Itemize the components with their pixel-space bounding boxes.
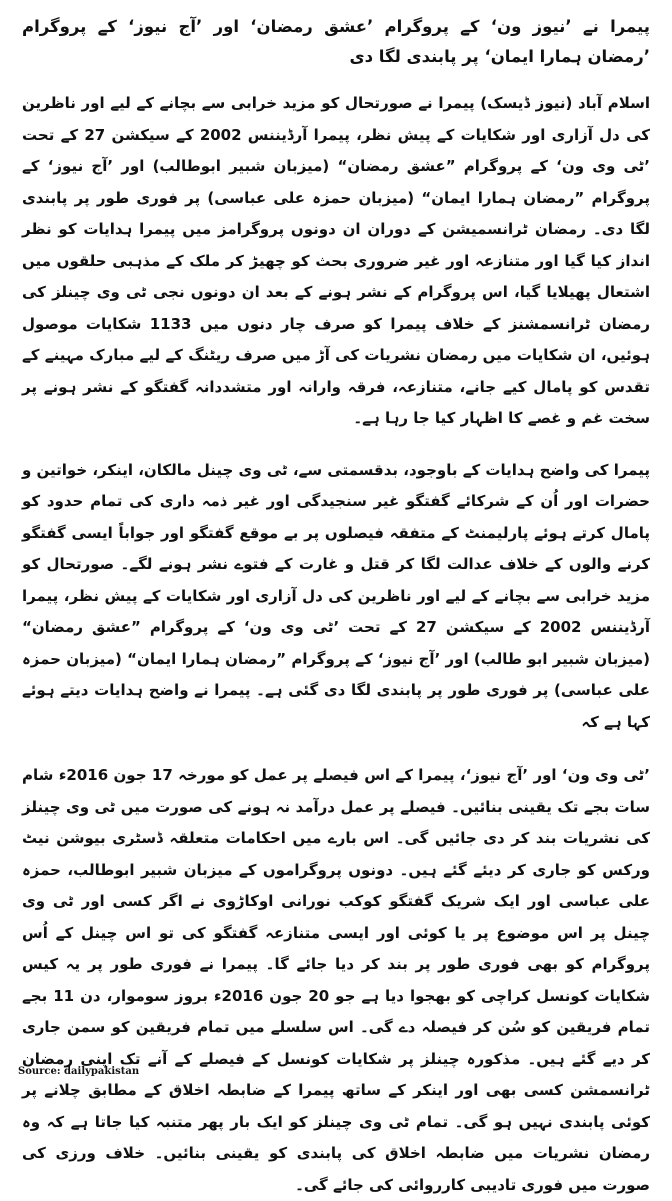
article-headline: پیمرا نے ’نیوز ون‘ کے پروگرام ’عشق رمضان‘ اور ’آج نیوز‘ کے پروگرام ’رمضان ہمارا ایمان‘ پر پابندی لگا دی (22, 17, 650, 66)
article-paragraph-2: پیمرا کی واضح ہدایات کے باوجود، بدقسمتی سے، ٹی وی چینل مالکان، اینکر، خواتین و حضرات اور اُن کے شرکائے گفتگو غیر سنجیدگی اور غیر ذمہ داری کی تمام حدود کو پامال کرتے ہوئے پارلیمنٹ کے متفقہ فیصلوں پر بے موقع گفتگو اور جواباً ایسی گفتگو کرنے والوں کے خلاف عدالت لگا کر قتل و غارت کے فتوے نشر ہونے لگے۔ صورتحال کو مزید خرابی سے بچانے کے لیے اور ناظرین کی دل آزاری اور شکایات کے پیش نظر، پیمرا آرڈیننس 2002 کے سیکشن 27 کے تحت ’ٹی وی ون‘ کے پروگرام ”عشق رمضان“ (میزبان شبیر ابو طالب) اور ’آج نیوز‘ کے پروگرام ”رمضان ہمارا ایمان“ (میزبان حمزہ علی عباسی) پر فوری طور پر پابندی لگا دی گئی ہے۔ پیمرا نے واضح ہدایات دیتے ہوئے کہا ہے کہ (21, 460, 650, 731)
source-credit: Source: dailypakistan (18, 1066, 140, 1077)
article-paragraph-3: ’ٹی وی ون‘ اور ’آج نیوز‘، پیمرا کے اس فیصلے پر عمل کو مورخہ 17 جون 2016ء شام سات بجے تک یقینی بنائیں۔ فیصلے پر عمل درآمد نہ ہونے کی صورت میں ٹی وی چینلز کی نشریات بند کر دی جائیں گی۔ اس بارے میں احکامات متعلقہ ڈسٹری بیوشن نیٹ ورکس کو جاری کر دیئے گئے ہیں۔ دونوں پروگراموں کے میزبان شبیر ابوطالب، حمزہ علی عباسی اور ایک شریک گفتگو کوکب نورانی اوکاڑوی نے اگر کسی اور ٹی وی چینل پر اس موضوع پر یا کوئی اور ایسی متنازعہ گفتگو کی تو اس چینل کے اُس پروگرام کو بھی فوری طور پر بند کر دیا جائے گا۔ پیمرا نے فوری طور پر یہ کیس شکایات کونسل کراچی کو بھجوا دیا ہے جو 20 جون 2016ء بروز سوموار، دن 11 بجے تمام فریقین کو سُن کر فیصلہ دے گی۔ اس سلسلے میں تمام فریقین کو سمن جاری کر دیے گئے ہیں۔ مذکورہ چینلز پر شکایات کونسل کے فیصلے کے آنے تک اپنی رمضان ٹرانسمشن کسی بھی اور اینکر کے ساتھ پیمرا کے ضابطہ اخلاق کے مطابق چلانے پر کوئی پابندی نہیں ہو گی۔ تمام ٹی وی چینلز کو ایک بار پھر متنبہ کیا جاتا ہے کہ وہ رمضان نشریات میں ضابطہ اخلاق کی پابندی کو یقینی بنائیں۔ خلاف ورزی کی صورت میں فوری تادیبی کارروائی کی جائے گی۔ (22, 766, 651, 1194)
article-paragraph-1: اسلام آباد (نیوز ڈیسک) پیمرا نے صورتحال کو مزید خرابی سے بچانے کے لیے اور ناظرین کی دل آزاری اور شکایات کے پیش نظر، پیمرا آرڈیننس 2002 کے سیکشن 27 کے تحت ’ٹی وی ون‘ کے پروگرام ”عشق رمضان“ (میزبان شبیر ابوطالب) اور ’آج نیوز‘ کے پروگرام ”رمضان ہمارا ایمان“ (میزبان حمزہ علی عباسی) پر فوری طور پر پابندی لگا دی۔ رمضان ٹرانسمیشن کے دوران ان دونوں پروگرامز میں پیمرا ہدایات کو نظر انداز کیا گیا اور متنازعہ اور غیر ضروری بحث کو چھیڑ کر ملک کے مذہبی حلقوں میں اشتعال پھیلایا گیا، اس پروگرام کے نشر ہونے کے بعد ان دونوں نجی ٹی وی چینلز کی رمضان ٹرانسمشنز کے خلاف پیمرا کو صرف چار دنوں میں 1133 شکایات موصول ہوئیں، ان شکایات میں رمضان نشریات کی آڑ میں صرف ریٹنگ کے لیے مبارک مہینے کے تقدس کو پامال کیے جانے، متنازعہ، فرقہ وارانہ اور متشددانہ گفتگو کے نشر ہونے پر سخت غم و غصے کا اظہار کیا جا رہا ہے۔ (22, 94, 651, 427)
